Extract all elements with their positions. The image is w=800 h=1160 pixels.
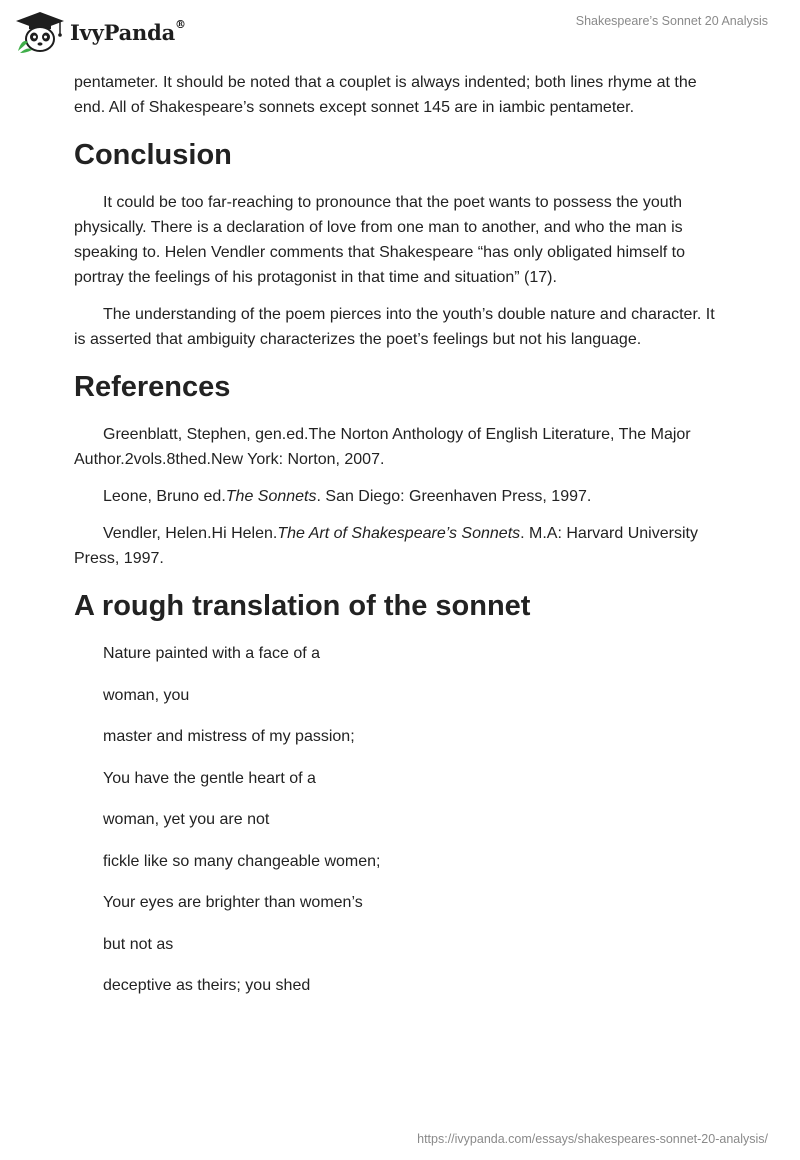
translation-line: Nature painted with a face of a (103, 645, 321, 662)
reference-item: Greenblatt, Stephen, gen.ed.The Norton Anthology of English Literature, The Major Author.2vols.8thed.New York: Norton, 2007. (74, 426, 691, 468)
source-url-link[interactable]: https://ivypanda.com/essays/shakespeares-sonnet-20-analysis/ (417, 1132, 768, 1146)
references-heading: References (74, 371, 231, 403)
translation-line: but not as (103, 935, 174, 953)
conclusion-paragraph: The understanding of the poem pierces into the youth’s double nature and character. It is asserted that ambiguity characterizes the poet’s feelings but not his language. (74, 306, 715, 348)
document-title: Shakespeare’s Sonnet 20 Analysis (575, 14, 768, 28)
panda-graduate-icon (14, 10, 66, 54)
essay-content (74, 70, 726, 1015)
reference-publisher: . M.A: Harvard University Press, 1997. (74, 525, 698, 567)
logo-wordmark (70, 17, 186, 45)
translation-line: deceptive as theirs; you shed (103, 977, 311, 994)
ivypanda-logo[interactable] (14, 10, 186, 54)
translation-line: You have the gentle heart of a (103, 769, 316, 787)
translation-line: woman, yet you are not (103, 811, 270, 828)
reference-author: Vendler, Helen.Hi Helen. (103, 525, 278, 542)
reference-title: The Sonnets (225, 488, 317, 505)
translation-heading: A rough translation of the sonnet (74, 590, 531, 622)
registered-mark: ® (175, 17, 186, 31)
translation-line: fickle like so many changeable women; (103, 852, 381, 870)
translation-line: woman, you (103, 686, 190, 704)
reference-title: The Art of Shakespeare’s Sonnets (277, 525, 521, 542)
reference-publisher: . San Diego: Greenhaven Press, 1997. (316, 488, 592, 505)
reference-item (74, 484, 726, 509)
brand-name: IvyPanda (70, 19, 176, 45)
translation-line: Your eyes are brighter than women’s (103, 894, 363, 911)
reference-author: Leone, Bruno ed. (103, 488, 226, 505)
intro-paragraph: pentameter. It should be noted that a couplet is always indented; both lines rhyme at the end. All of Shakespeare’s sonnets except sonnet 145 are in iambic pentameter. (74, 74, 697, 116)
translation-line: master and mistress of my passion; (103, 728, 355, 745)
conclusion-paragraph: It could be too far-reaching to pronounce that the poet wants to possess the youth physically. There is a declaration of love from one man to another, and who the man is speaking to. Helen Vendler comments that Shakespeare “has only obligated himself to portray the feelings of his protagonist in that time and situation” (17). (74, 194, 686, 286)
reference-item (74, 521, 726, 571)
conclusion-heading: Conclusion (74, 139, 232, 171)
